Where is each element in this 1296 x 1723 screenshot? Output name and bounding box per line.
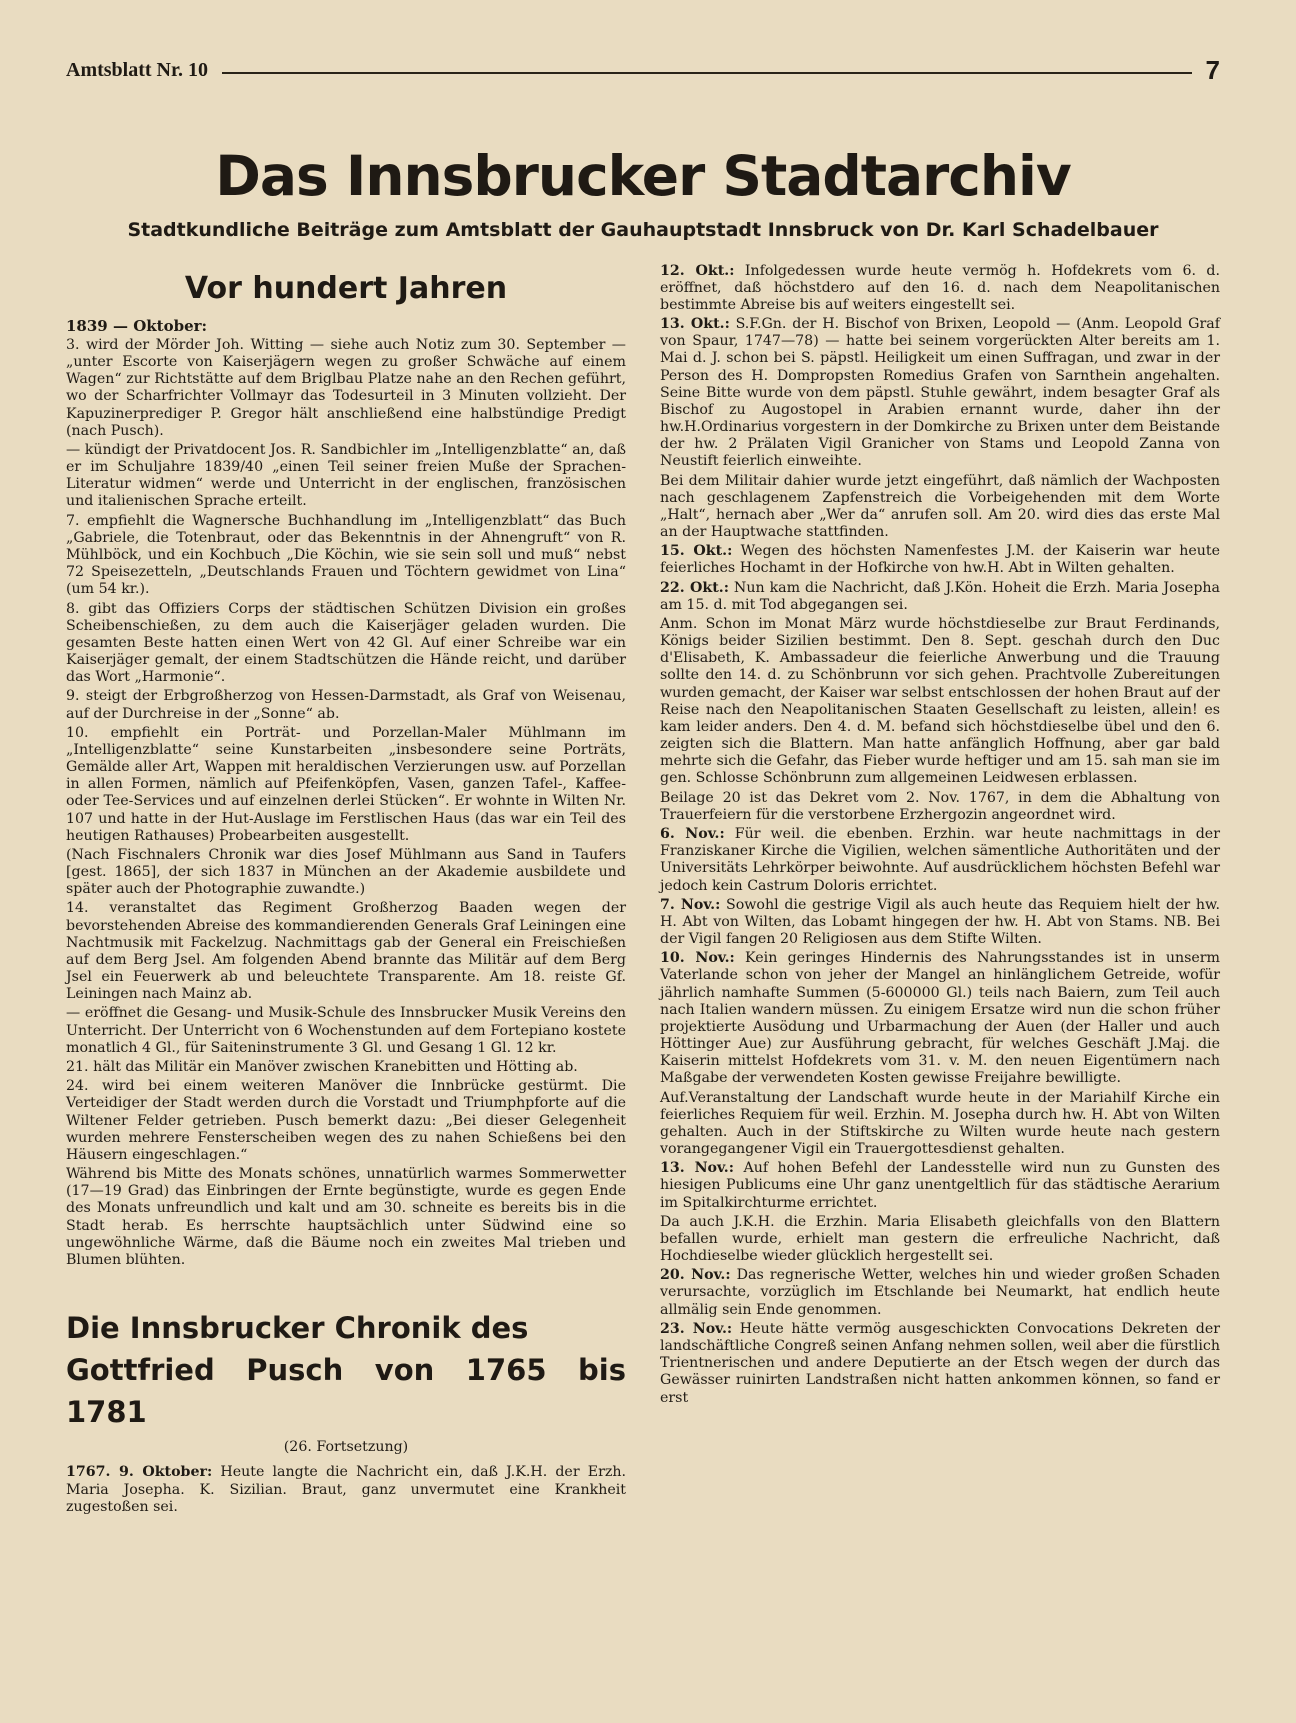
paragraph: 10. empfiehlt ein Porträt- und Porzellan-Maler Mühlmann im „Intelligenzblatte“ seine Kunstarbeiten „insbesondere seine Porträts, Gemälde aller Art, Wappen mit heraldischen Verzierungen usw. auf Porzellan in allen Formen, nämlich auf Pfeifenköpfen, Vasen, ganzen Tafel-, Kaffee- oder Tee-Services und auf einzelnen derlei Stücken“. Er wohnte in Wilten Nr. 107 und hatte in der Hut-Auslage im Ferstlischen Haus (das war ein Teil des heutigen Rathauses) Probearbeiten ausgestellt. [66, 724, 626, 844]
paragraph: 24. wird bei einem weiteren Manöver die Innbrücke gestürmt. Die Verteidiger der Stadt werden durch die Vorstadt und Triumphpforte auf die Wiltener Felder getrieben. Pusch bemerkt dazu: „Bei dieser Gelegenheit wurden mehrere Fensterscheiben wegen des zu nahen Schießens bei den Häusern eingeschlagen.“ [66, 1078, 626, 1163]
paragraph: Während bis Mitte des Monats schönes, unnatürlich warmes Sommerwetter (17—19 Grad) das Einbringen der Ernte begünstigte, wurde es gegen Ende des Monats unfreundlich und kalt und am 30. schneite es bereits bis in die Stadt herab. Es herrschte hauptsächlich unter Südwind eine so ungewöhnliche Wärme, daß die Bäume noch ein zweites Mal trieben und Blumen blühten. [66, 1166, 626, 1268]
section-date: 1839 — Oktober: [66, 316, 208, 335]
paragraph: (Nach Fischnalers Chronik war dies Josef Mühlmann aus Sand in Taufers [gest. 1865], der sich 1837 in München an der Akademie ausbildete und später auch der Photographie zuwandte.) [66, 846, 626, 898]
left-paragraphs [66, 337, 626, 1269]
left-column [66, 263, 626, 1518]
entry-text: Nun kam die Nachricht, daß J.Kön. Hoheit die Erzh. Maria Josepha am 15. d. mit Tod abgegangen sei. [660, 579, 1221, 613]
chronicle-entry [660, 1321, 1220, 1407]
paragraph: 7. empfiehlt die Wagnersche Buchhandlung im „Intelligenzblatt“ das Buch „Gabriele, die Totenbraut, oder das Bekenntnis in der Ahnengruft“ von R. Mühlböck, und ein Kochbuch „Die Köchin, wie sie sein soll und muß“ nebst 72 Speisezetteln, „Deutschlands Frauen und Töchtern gewidmet von Lina“ (um 54 kr.). [66, 512, 626, 598]
chronicle-entry [660, 1214, 1220, 1266]
chronicle-entry [660, 1160, 1220, 1212]
chronicle-entry [660, 897, 1220, 949]
paragraph: 21. hält das Militär ein Manöver zwischen Kranebitten und Hötting ab. [66, 1058, 578, 1075]
paragraph: 8. gibt das Offiziers Corps der städtischen Schützen Division ein großes Scheibenschießen, zu dem auch die Kaiserjäger geladen wurden. Die gesamten Beste hatten einen Wert von 42 Gl. Auf einer Schreibe war ein Kaiserjäger gemalt, der einem Stadtschützen die Hände reicht, und darüber das Wort „Harmonie“. [66, 600, 626, 686]
publication-label: Amtsblatt Nr. 10 [66, 58, 209, 81]
paragraph: 3. wird der Mörder Joh. Witting — siehe auch Notiz zum 30. September — „unter Escorte von Kaiserjägern wegen zu großer Schwäche auf einem Wagen“ zur Richtstätte auf dem Briglbau Platze nahe an den Rechen geführt, wo der Scharfrichter Vollmayr das Todesurteil in 3 Minuten vollzieht. Der Kapuzinerprediger P. Gregor hält anschließend eine halbstündige Predigt (nach Pusch). [66, 336, 626, 439]
entry-date: 23. Nov.: [660, 1320, 733, 1337]
entry-text: Infolgedessen wurde heute vermög h. Hofdekrets vom 6. d. eröffnet, daß höchstdero auf den 16. d. nach dem Neapolitanischen bestimmte Abreise bis auf weiters eingestellt sei. [660, 262, 1220, 313]
entry-text: Bei dem Militair dahier wurde jetzt eingeführt, daß nämlich der Wachposten nach geschlagenem Zapfenstreich die Vorbeigehenden mit dem Worte „Halt“, hernach aber „Wer da“ anrufen soll. Am 20. wird dies das erste Mal an der Hauptwache stattfinden. [660, 472, 1220, 541]
chronicle-entry [660, 1267, 1220, 1319]
chronicle-entry [660, 950, 1220, 1087]
chronicle-entry-date: 1767. 9. Oktober: [66, 1464, 213, 1481]
entry-date: 20. Nov.: [660, 1267, 731, 1284]
entry-text: Heute hätte vermög ausgeschickten Convocations Dekreten der landschäftliche Congreß seinen Anfang nehmen sollen, weil aber die fürstlich Trientnerischen und andere Deputierte an der Etsch wegen der durch das Gewässer ruinirten Landstraßen nicht hatten ankommen können, so fand er erst [660, 1320, 1220, 1406]
right-column [660, 263, 1220, 1518]
chronicle-heading-line-1: Die Innsbrucker Chronik des [66, 1311, 529, 1346]
entry-date: 10. Nov.: [660, 950, 735, 967]
chronicle-entry [660, 580, 1220, 614]
chronicle-entry [660, 1090, 1220, 1159]
chronicle-entry-text: Heute langte die Nachricht ein, daß J.K.H. der Erzh. Maria Josepha. K. Sizilian. Braut, ganz unvermutet eine Krankheit zugestoßen sei. [66, 1464, 627, 1515]
entry-text: Anm. Schon im Monat März wurde höchstdieselbe zur Braut Ferdinands, Königs beider Sizilien bestimmt. Den 8. Sept. geschah durch den Duc d'Elisabeth, K. Ambassadeur die feierliche Anwerbung und die Trauung sollte den 14. d. zu Schönbrunn vor sich gehen. Prachtvolle Zubereitungen wurden gemacht, der Kaiser war selbst entschlossen der hohen Braut auf der Reise nach den Neapolitanischen Staaten Gesellschaft zu leisten, allein! es kam leider anders. Den 4. d. M. befand sich höchstdieselbe übel und den 6. zeigten sich die Blattern. Man hatte anfänglich Hoffnung, aber gar bald mehrte sich die Gefahr, das Fieber wurde heftiger und am 15. sah man sie im gen. Schlosse Schönbrunn zum allgemeinen Leidwesen erblassen. [660, 615, 1220, 787]
page-subtitle: Stadtkundliche Beiträge zum Amtsblatt der Gauhauptstadt Innsbruck von Dr. Karl Schadelbauer [127, 218, 1159, 241]
entry-date: 7. Nov.: [660, 896, 721, 913]
continuation-note: (26. Fortsetzung) [283, 1439, 409, 1456]
paragraph: 9. steigt der Erbgroßherzog von Hessen-Darmstadt, als Graf von Weisenau, auf der Durchreise in der „Sonne“ ab. [66, 688, 626, 722]
entry-date: 13. Nov.: [660, 1160, 734, 1177]
chronicle-entry [660, 826, 1220, 895]
chronicle-entry [660, 263, 1220, 315]
chronicle-entry [660, 616, 1220, 788]
paragraph: — kündigt der Privatdocent Jos. R. Sandbichler im „Intelligenzblatte“ an, daß er im Schuljahre 1839/40 „einen Teil seiner freien Muße der Sprachen-Literatur widmen“ werde und Unterricht in der englischen, französischen und italienischen Sprache erteilt. [66, 441, 626, 510]
entry-text: Kein geringes Hindernis des Nahrungsstandes ist in unserm Vaterlande schon von jeher der Mangel an hinlänglichem Getreide, wofür jährlich namhafte Summen (5-600000 Gl.) teils nach Baiern, zum Teil auch nach Italien wandern müssen. Zu einigem Ersatze wird nun die schon früher projektierte Ausödung und Urbarmachung der Auen (der Haller und auch Höttinger Aue) zur Ausführung gebracht, für welches Geschäft J.Maj. die Kaiserin mittelst Hofdekrets vom 31. v. M. den neuen Eigentümern nach Maßgabe der verwendeten Kosten gewisse Freijahre bewilligte. [660, 950, 1220, 1087]
entry-text: Beilage 20 ist das Dekret vom 2. Nov. 1767, in dem die Abhaltung von Trauerfeiern für die verstorbene Erzhergozin angeordnet wird. [660, 789, 1220, 823]
paragraph: — eröffnet die Gesang- und Musik-Schule des Innsbrucker Musik Vereins den Unterricht. Der Unterricht von 6 Wochenstunden auf dem Fortepiano kostete monatlich 4 Gl., für Saiteninstrumente 3 Gl. und Gesang 1 Gl. 12 kr. [66, 1005, 626, 1056]
chronicle-entry [660, 316, 1220, 471]
chronicle-entry [660, 790, 1220, 824]
entry-text: Wegen des höchsten Namenfestes J.M. der Kaiserin war heute feierliches Hochamt in der Hofkirche von hw.H. Abt in Wilten gehalten. [660, 543, 1221, 577]
chronicle-heading-line-2: Gottfried Pusch von 1765 bis 1781 [66, 1353, 626, 1430]
chronicle-entry [660, 473, 1220, 542]
chronicle-entry [66, 1464, 626, 1516]
page-number: 7 [1205, 54, 1220, 85]
running-header [66, 52, 1220, 88]
entry-date: 6. Nov.: [660, 826, 725, 842]
entry-date: 15. Okt.: [660, 543, 733, 560]
entry-text: Auf.Veranstaltung der Landschaft wurde heute in der Mariahilf Kirche ein feierliches Requiem für weil. Erzhin. M. Josepha durch hw. H. Abt von Wilten gehalten. Auch in der Stiftskirche zu Wilten wurde heute nach gestern vorangegangener Vigil ein Trauergottesdienst gehalten. [660, 1089, 1220, 1158]
entry-text: Auf hohen Befehl der Landesstelle wird nun zu Gunsten des hiesigen Publicums eine Uhr ganz unentgeltlich für das städtische Aerarium im Spitalkirchturme errichtet. [660, 1160, 1220, 1211]
entry-date: 12. Okt.: [660, 262, 735, 279]
chronicle-entry [660, 543, 1220, 577]
paragraph: 14. veranstaltet das Regiment Großherzog Baaden wegen der bevorstehenden Abreise des kommandierenden Generals Graf Leiningen eine Nachtmusik mit Fackelzug. Nachmittags gab der General ein Freischießen auf dem Berg Jsel. Am folgenden Abend brannte das Militär auf dem Berg Jsel ein Feuerwerk ab und beleuchtete Transparente. Am 18. reiste Gf. Leiningen nach Mainz ab. [66, 900, 626, 1003]
entry-text: Für weil. die ebenben. Erzhin. war heute nachmittags in der Franziskaner Kirche die Vigilien, welchen sämentliche Authoritäten und der Universitäts Lehrkörper beiwohnte. Auf ausdrücklichem höchsten Befehl war jedoch kein Castrum Doloris errichtet. [660, 826, 1220, 894]
section-heading: Vor hundert Jahren [184, 270, 508, 306]
entry-date: 22. Okt.: [660, 579, 729, 596]
page-title: Das Innsbrucker Stadtarchiv [215, 144, 1071, 208]
entry-text: S.F.Gn. der H. Bischof von Brixen, Leopold — (Anm. Leopold Graf von Spaur, 1747—78) — hatte bei seinem vorgerückten Alter bereits am 1. Mai d. J. schon bei S. päpstl. Heiligkeit um einen Suffragan, und zwar in der Person des H. Dompropsten Romedius Grafen von Sarnthein angehalten. Seine Bitte wurde von dem päpstl. Stuhle gewährt, indem besagter Graf als Bischof zu Augostopel in Arabien ernannt wurde, daher ihn der hw.H.Ordinarius vorgestern in der Domkirche zu Brixen unter dem Beistande der hw. 2 Prälaten Vigil Granicher von Stams und Leopold Zanna von Neustift feierlich einweihte. [660, 316, 1220, 470]
header-rule [222, 72, 1192, 74]
chronicle-heading [66, 1307, 626, 1433]
entry-text: Sowohl die gestrige Vigil als auch heute das Requiem hielt der hw. H. Abt von Wilten, das Lobamt hingegen der hw. H. Abt von Stams. NB. Bei der Vigil fangen 20 Religiosen aus dem Stifte Wilten. [660, 896, 1220, 948]
entry-text: Da auch J.K.H. die Erzhin. Maria Elisabeth gleichfalls von den Blattern befallen wurde, erhielt man gestern die erfreuliche Nachricht, daß Hochdieselbe wieder glücklich hergestellt sei. [660, 1213, 1220, 1265]
entry-text: Das regnerische Wetter, welches hin und wieder großen Schaden verursachte, vorzüglich im Etschlande bei Neumarkt, hat endlich heute allmälig sein Ende genommen. [660, 1267, 1220, 1318]
entry-date: 13. Okt.: [660, 316, 730, 333]
